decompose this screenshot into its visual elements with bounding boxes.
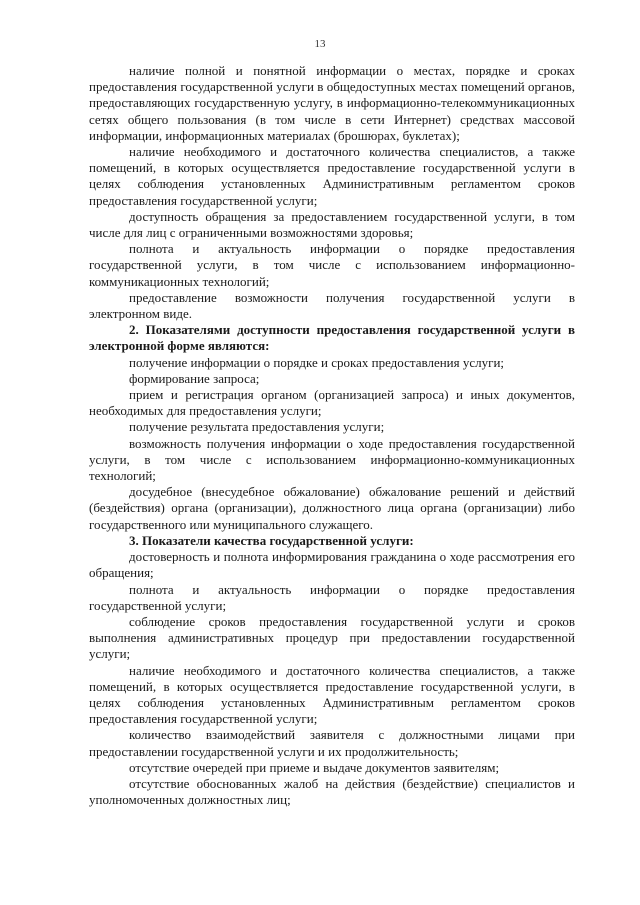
paragraph: возможность получения информации о ходе предоставления государственной услуги, в том числе с использованием информационно-коммуникационных технологий; [89, 435, 575, 484]
paragraph: доступность обращения за предоставлением государственной услуги, в том числе для лиц с ограниченными возможностями здоровья; [89, 208, 575, 241]
paragraph: досудебное (внесудебное обжалование) обжалование решений и действий (бездействия) органа (организации), должностного лица органа (организации) либо государственного или муниципального служащего. [89, 484, 575, 532]
paragraph: прием и регистрация органом (организацией запроса) и иных документов, необходимых для предоставления услуги; [89, 387, 575, 419]
page-number: 13 [314, 38, 326, 50]
section-heading: 3. Показатели качества государственной услуги: [129, 532, 414, 548]
paragraph: количество взаимодействий заявителя с должностными лицами при предоставлении государственной услуги и их продолжительность; [89, 727, 575, 759]
paragraph: полнота и актуальность информации о порядке предоставления государственной услуги, в том числе с использованием информационно-коммуникационных технологий; [89, 241, 575, 289]
paragraph: предоставление возможности получения государственной услуги в электронном виде. [89, 289, 575, 322]
paragraph: получение результата предоставления услуги; [129, 419, 385, 435]
paragraph: полнота и актуальность информации о порядке предоставления государственной услуги; [89, 581, 575, 613]
paragraph: формирование запроса; [129, 370, 260, 386]
paragraph: получение информации о порядке и сроках предоставления услуги; [129, 354, 505, 370]
paragraph: достоверность и полнота информирования гражданина о ходе рассмотрения его обращения; [89, 549, 575, 581]
document-body [89, 63, 575, 808]
paragraph: наличие необходимого и достаточного количества специалистов, а также помещений, в которых осуществляется предоставление государственной услуги в целях соблюдения установленных Административным регламентом сроков предоставления государственной услуги; [89, 144, 575, 208]
paragraph: наличие полной и понятной информации о местах, порядке и сроках предоставления государственной услуги в общедоступных местах помещений органов, предоставляющих государственную услугу, в информационно-телекоммуникационных сетях общего пользования (в том числе в сети Интернет) средствах массовой информации, информационных материалах (брошюрах, буклетах); [89, 63, 575, 143]
section-heading: 2. Показателями доступности предоставления государственной услуги в электронной форме являются: [89, 322, 575, 354]
paragraph: соблюдение сроков предоставления государственной услуги и сроков выполнения административных процедур при предоставлении государственной услуги; [89, 613, 575, 662]
paragraph: отсутствие очередей при приеме и выдаче документов заявителям; [129, 759, 500, 775]
paragraph: наличие необходимого и достаточного количества специалистов, а также помещений, в которых осуществляется предоставление государственной услуги, в целях соблюдения установленных Административным регламентом сроков предоставления государственной услуги; [89, 662, 575, 727]
paragraph: отсутствие обоснованных жалоб на действия (бездействие) специалистов и уполномоченных должностных лиц; [89, 775, 575, 808]
